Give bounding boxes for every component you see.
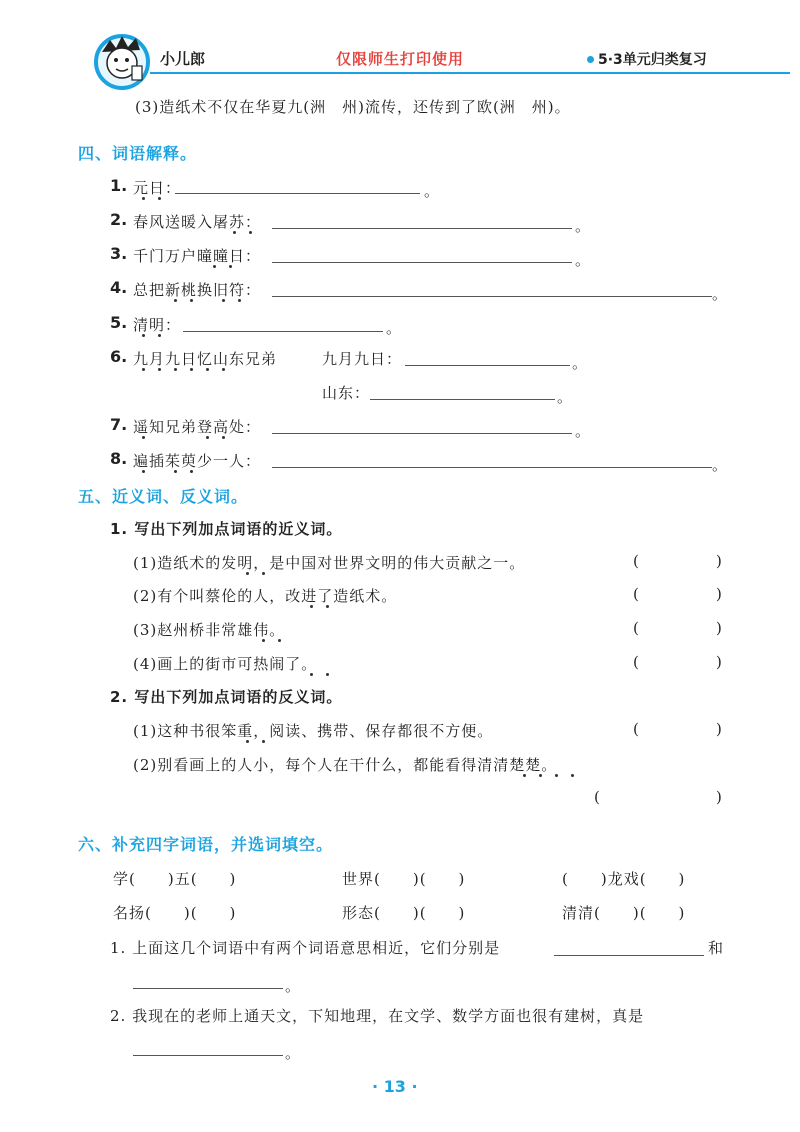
item-number: 1.	[110, 176, 128, 195]
question-1: 1. 写出下列加点词语的近义词。	[110, 520, 343, 538]
answer-line[interactable]	[272, 467, 712, 468]
answer-line[interactable]	[272, 228, 572, 229]
idiom-blank[interactable]: 世界( )( )	[342, 870, 466, 888]
sentence: (4)画上的街市可热闹了。	[133, 655, 318, 673]
item-number: 8.	[110, 449, 128, 468]
paren-right[interactable]: )	[716, 585, 722, 603]
idiom-blank[interactable]: ( )龙戏( )	[562, 870, 686, 888]
period: 。	[557, 388, 574, 406]
period: 。	[575, 251, 592, 269]
term-label: 遥知兄弟登高处：	[133, 418, 262, 436]
fill-question-2: 2. 我现在的老师上通天文，下知地理，在文学、数学方面也很有建树，真是	[110, 1007, 645, 1025]
idiom-blank[interactable]: 名扬( )( )	[113, 904, 237, 922]
paren-left: (	[633, 585, 639, 603]
carryover-line: (3)造纸术不仅在华夏九(洲 州)流传，还传到了欧(洲 州)。	[135, 98, 571, 116]
idiom-blank[interactable]: 形态( )( )	[342, 904, 466, 922]
answer-line[interactable]	[133, 1055, 283, 1056]
mascot-logo	[92, 30, 156, 90]
conjunction: 和	[708, 939, 725, 957]
term-label: 清明：	[133, 316, 182, 334]
sentence: (2)别看画上的人小，每个人在干什么，都能看得清清楚楚。	[133, 756, 558, 774]
answer-line[interactable]	[405, 365, 570, 366]
header-rule	[150, 72, 790, 74]
header-dot-icon	[587, 56, 594, 63]
question-2: 2. 写出下列加点词语的反义词。	[110, 688, 343, 706]
fill-question-1: 1. 上面这几个词语中有两个词语意思相近，它们分别是	[110, 939, 501, 957]
period: 。	[386, 319, 403, 337]
item-number: 7.	[110, 415, 128, 434]
term-label: 遍插茱萸少一人：	[133, 452, 262, 470]
sentence: (1)造纸术的发明，是中国对世界文明的伟大贡献之一。	[133, 554, 526, 572]
paren-right[interactable]: )	[716, 720, 722, 738]
item-number: 5.	[110, 313, 128, 332]
paren-right[interactable]: )	[716, 653, 722, 671]
paren-right[interactable]: )	[716, 619, 722, 637]
paren-right[interactable]: )	[716, 788, 722, 806]
term-label: 千门万户曈曈日：	[133, 247, 262, 265]
paren-left: (	[594, 788, 600, 806]
term-label: 元日：	[133, 179, 182, 197]
period: 。	[712, 285, 729, 303]
period: 。	[575, 217, 592, 235]
sentence: (1)这种书很笨重，阅读、携带、保存都很不方便。	[133, 722, 494, 740]
brand-name: 小儿郎	[160, 50, 206, 68]
term-label: 九月九日忆山东兄弟	[133, 350, 278, 368]
page-number: · 13 ·	[372, 1077, 418, 1096]
paren-left: (	[633, 619, 639, 637]
period: 。	[285, 977, 302, 995]
paren-left: (	[633, 653, 639, 671]
unit-title: 5·3单元归类复习	[598, 52, 707, 68]
section-6-title: 六、补充四字词语，并选词填空。	[78, 835, 334, 854]
paren-right[interactable]: )	[716, 552, 722, 570]
section-5-title: 五、近义词、反义词。	[78, 487, 249, 506]
answer-line[interactable]	[272, 433, 572, 434]
period: 。	[572, 354, 589, 372]
item-number: 2.	[110, 210, 128, 229]
paren-left: (	[633, 720, 639, 738]
answer-line[interactable]	[175, 193, 420, 194]
item-number: 4.	[110, 278, 128, 297]
paren-left: (	[633, 552, 639, 570]
term-label: 春风送暖入屠苏：	[133, 213, 262, 231]
answer-line[interactable]	[370, 399, 555, 400]
item-number: 6.	[110, 347, 128, 366]
item-number: 3.	[110, 244, 128, 263]
idiom-blank[interactable]: 学( )五( )	[113, 870, 237, 888]
answer-line[interactable]	[272, 296, 712, 297]
period: 。	[575, 422, 592, 440]
print-notice: 仅限师生打印使用	[336, 50, 465, 68]
period: 。	[712, 456, 729, 474]
term-label: 总把新桃换旧符：	[133, 281, 262, 299]
section-4-title: 四、词语解释。	[78, 144, 198, 163]
sentence: (2)有个叫蔡伦的人，改进了造纸术。	[133, 587, 398, 605]
sub-term-label: 山东：	[322, 384, 371, 402]
answer-line[interactable]	[133, 988, 283, 989]
answer-line[interactable]	[272, 262, 572, 263]
sentence: (3)赵州桥非常雄伟。	[133, 621, 286, 639]
answer-line[interactable]	[554, 955, 704, 956]
sub-term-label: 九月九日：	[322, 350, 403, 368]
idiom-blank[interactable]: 清清( )( )	[562, 904, 686, 922]
period: 。	[424, 182, 441, 200]
period: 。	[285, 1044, 302, 1062]
answer-line[interactable]	[183, 331, 383, 332]
